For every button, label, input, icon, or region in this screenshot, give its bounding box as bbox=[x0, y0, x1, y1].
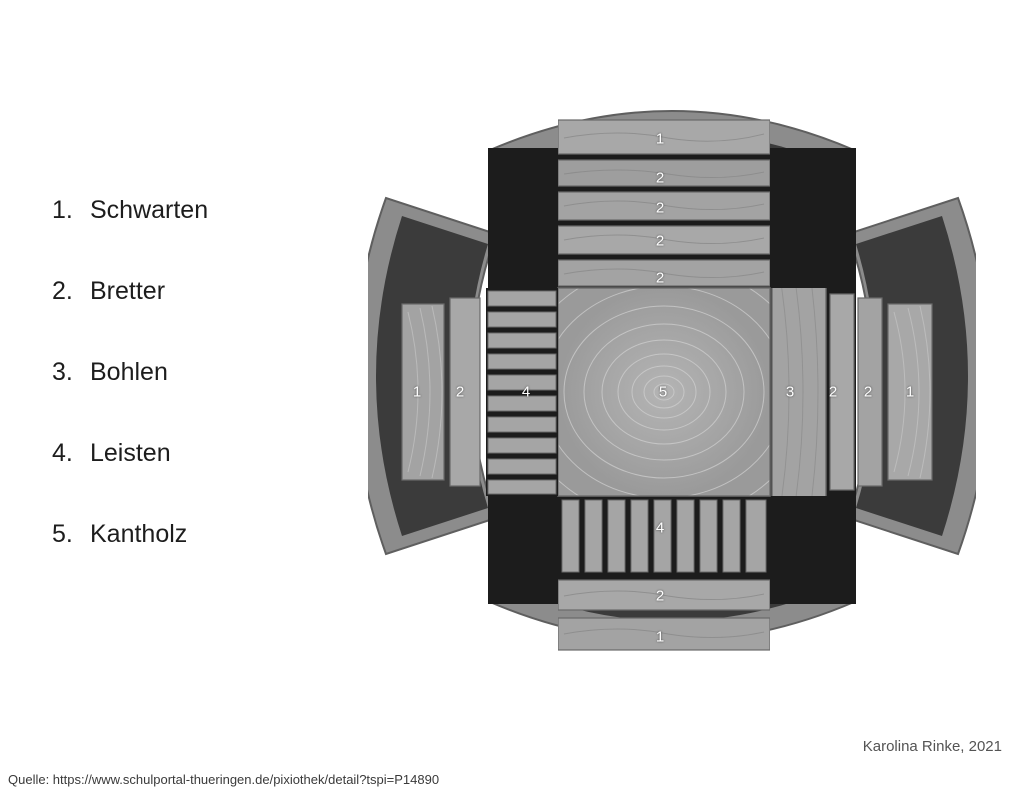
diagram-number-label: 1 bbox=[412, 383, 422, 401]
diagram-number-label: 2 bbox=[655, 269, 665, 287]
diagram-number-label: 1 bbox=[655, 130, 665, 148]
list-item-label: Kantholz bbox=[90, 520, 188, 548]
diagram-number-label: 3 bbox=[785, 383, 795, 401]
list-item-number: 3. bbox=[52, 358, 73, 386]
bottom-laths-and-boards bbox=[558, 498, 770, 650]
list-item-label: Bohlen bbox=[90, 358, 168, 386]
list-item-label: Leisten bbox=[90, 439, 171, 467]
list-item bbox=[52, 439, 372, 520]
list-item-label: Bretter bbox=[90, 277, 166, 305]
author-credit: Karolina Rinke, 2021 bbox=[862, 738, 1002, 755]
log-cross-section-diagram bbox=[368, 88, 976, 664]
diagram-number-label: 4 bbox=[655, 519, 665, 537]
legend-list bbox=[52, 196, 372, 601]
diagram-number-label: 1 bbox=[905, 383, 915, 401]
top-board-stack bbox=[558, 120, 770, 286]
list-item-number: 5. bbox=[52, 520, 73, 548]
diagram-number-label: 2 bbox=[655, 169, 665, 187]
list-item bbox=[52, 358, 372, 439]
diagram-number-label: 2 bbox=[863, 383, 873, 401]
diagram-number-label: 2 bbox=[828, 383, 838, 401]
diagram-number-label: 5 bbox=[658, 383, 668, 401]
diagram-number-label: 2 bbox=[655, 587, 665, 605]
diagram-number-label: 2 bbox=[655, 232, 665, 250]
list-item-label: Schwarten bbox=[90, 196, 209, 224]
diagram-number-label: 2 bbox=[455, 383, 465, 401]
source-url: Quelle: https://www.schulportal-thueringen.de/pixiothek/detail?tspi=P14890 bbox=[8, 772, 440, 787]
list-item-number: 1. bbox=[52, 196, 73, 224]
list-item bbox=[52, 196, 372, 277]
list-item-number: 4. bbox=[52, 439, 73, 467]
left-laths-and-boards bbox=[402, 288, 558, 496]
list-item bbox=[52, 277, 372, 358]
diagram-number-label: 2 bbox=[655, 199, 665, 217]
log-diagram-svg bbox=[368, 88, 976, 664]
list-item bbox=[52, 520, 372, 601]
diagram-number-label: 4 bbox=[521, 383, 531, 401]
diagram-number-label: 1 bbox=[655, 628, 665, 646]
kantholz-core bbox=[518, 264, 810, 520]
list-item-number: 2. bbox=[52, 277, 73, 305]
